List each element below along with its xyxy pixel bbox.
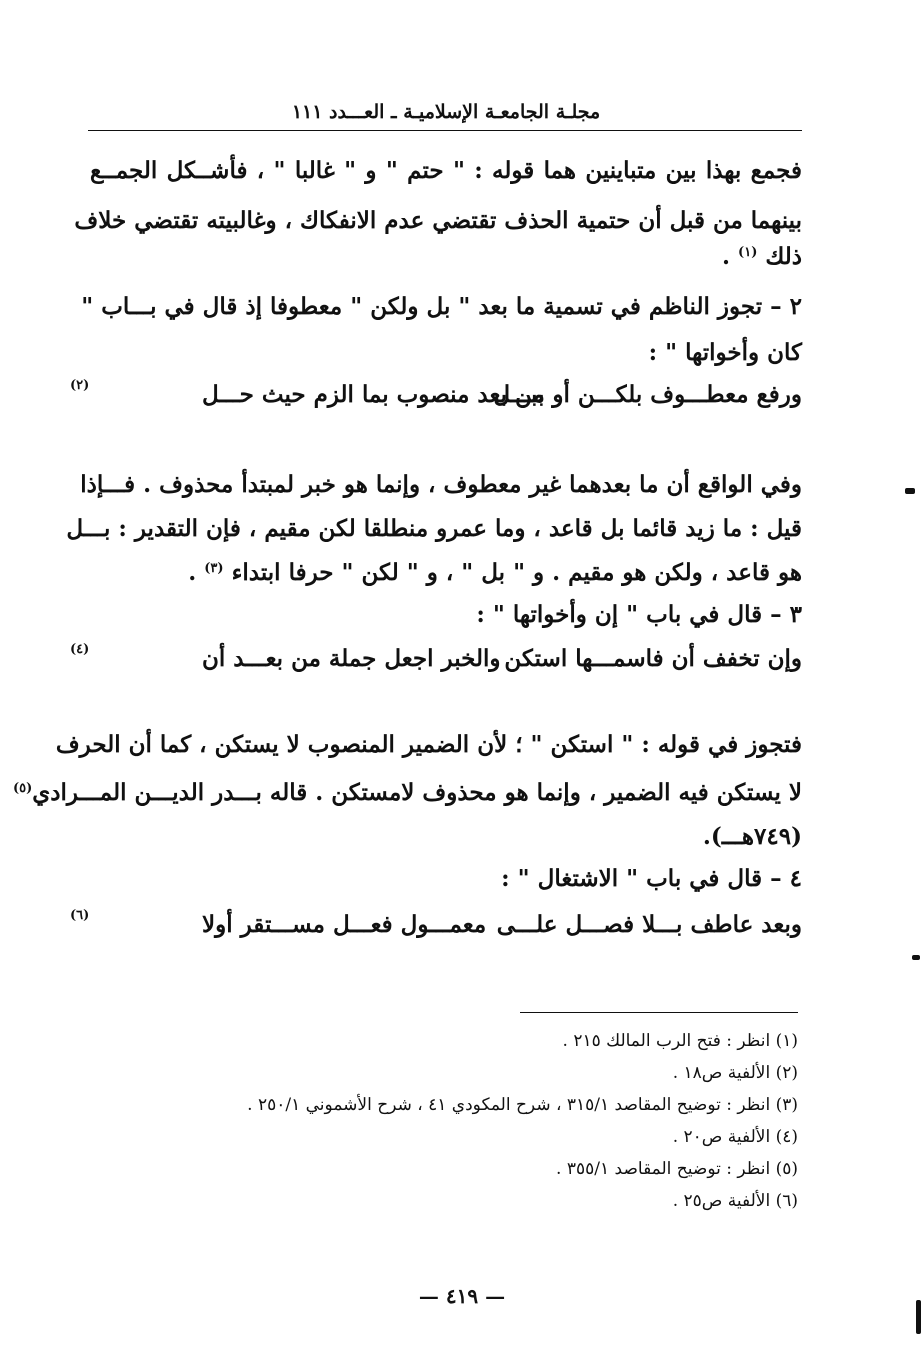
paragraph1-line3-end: . [722,243,739,270]
verse2: وإن تخفف أن فاسمـــها استكن والخبر اجعل جملة من بعـــد أن (٤) [70,642,802,672]
verse3-first-hemistich: وبعد عاطف بـــلا فصـــل علـــى [496,911,802,938]
paragraph3-line2-text: لا يستكن فيه الضمير ، وإنما هو محذوف لامستكن . قاله بـــدر الديـــن المـــرادي [32,779,802,806]
paragraph3-line2 [12,778,802,808]
footnote-2: (٢) الألفية ص١٨ . [672,1063,798,1083]
item4-line1: ٤ – قال في باب " الاشتغال " : [501,865,802,892]
footnote-ref-1[interactable]: (١) [738,245,758,260]
paragraph3-line3: (٧٤٩هـــ). [702,823,802,850]
footnote-separator [520,1012,798,1013]
header-rule [88,130,802,131]
verse2-second-hemistich: والخبر اجعل جملة من بعـــد أن [202,645,501,672]
paragraph2-line3-text: هو قاعد ، ولكن هو مقيم . و " بل " ، و " لكن " حرفا ابتداء [231,559,802,586]
page-number: — ٤١٩ — [418,1284,506,1308]
scan-edge-mark [912,955,920,960]
footnote-3: (٣) انظر : توضيح المقاصد ٣١٥/١ ، شرح المكودي ٤١ ، شرح الأشموني ٢٥٠/١ . [247,1095,798,1115]
verse1-second-hemistich: من بعد منصوب بما الزم حيث حـــل [202,381,545,408]
item3-line1: ٣ – قال في باب " إن وأخواتها " : [476,601,802,628]
verse3: وبعد عاطف بـــلا فصـــل علـــى معمـــول فعـــل مســـتقر أولا (٦) [70,908,802,938]
footnote-4: (٤) الألفية ص٢٠ . [672,1127,798,1147]
paragraph1-line2: بينهما من قبل أن حتمية الحذف تقتضي عدم الانفكاك ، وغالبيته تقتضي خلاف [74,207,802,234]
paragraph2-line1: وفي الواقع أن ما بعدهما غير معطوف ، وإنما هو خبر لمبتدأ محذوف . فـــإذا [80,471,802,498]
footnote-ref-5[interactable]: (٥) [12,781,33,796]
scan-edge-mark [916,1300,921,1334]
paragraph1-line3 [90,242,802,272]
paragraph1-line3-text: ذلك [765,243,802,270]
footnote-1: (١) انظر : فتح الرب المالك ٢١٥ . [562,1031,798,1051]
paragraph3-line1: فتجوز في قوله : " استكن " ؛ لأن الضمير المنصوب لا يستكن ، كما أن الحرف [55,731,802,758]
paragraph2-line3-end: . [188,559,205,586]
item2-line1: ٢ – تجوز الناظم في تسمية ما بعد " بل ولكن " معطوفا إذ قال في بـــاب " [81,293,802,320]
verse1: ورفع معطـــوف بلكـــن أو ببـــل من بعد منصوب بما الزم حيث حـــل (٢) [70,378,802,408]
scan-edge-mark [905,488,915,494]
verse3-second-hemistich: معمـــول فعـــل مســـتقر أولا [202,911,487,938]
footnote-5: (٥) انظر : توضيح المقاصد ٣٥٥/١ . [556,1159,798,1179]
paragraph2-line2: قيل : ما زيد قائما بل قاعد ، وما عمرو منطلقا لكن مقيم ، فإن التقدير : بـــل [66,515,802,542]
verse1-first-hemistich: ورفع معطـــوف بلكـــن أو ببـــل [493,381,802,408]
paragraph1-line1: فجمع بهذا بين متباينين هما قوله : " حتم " و " غالبا " ، فأشــكل الجمــع [90,157,802,184]
paragraph2-line3 [90,558,802,588]
verse2-first-hemistich: وإن تخفف أن فاسمـــها استكن [504,645,802,672]
item2-line2: كان وأخواتها " : [648,339,802,366]
footnote-ref-3[interactable]: (٣) [204,561,224,576]
running-header-title: مجلـة الجامعـة الإسلاميـة ـ العـــدد ١١١ [291,101,601,123]
footnote-6: (٦) الألفية ص٢٥ . [672,1191,798,1211]
